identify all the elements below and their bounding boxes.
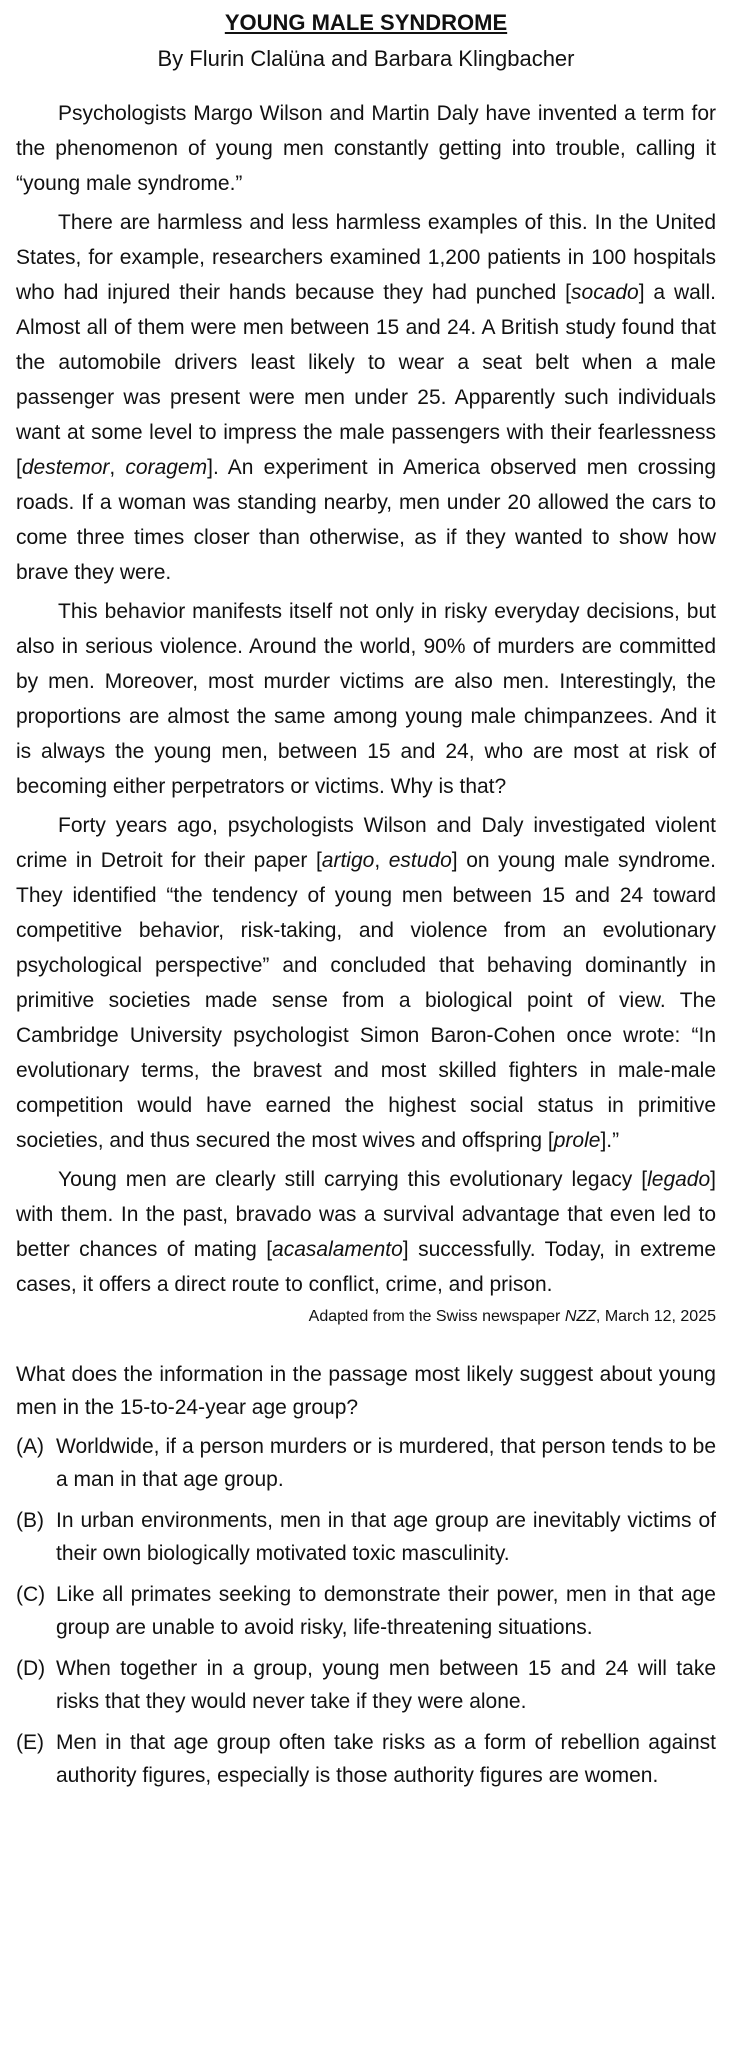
text-run: ]. An experiment in America observed men crossing roads. If a woman was standing nearby, men under 20 allowed the cars to come three times closer than otherwise, as if they wanted to show how brave they were. [16,456,717,584]
text-run: ] on young male syndrome. They identified “the tendency of young men between 15 and 24 toward competitive behavior, risk-taking, and violence from an evolutionary psychological perspective” and concluded that behaving dominantly in primitive societies made sense from a biological point of view. The Cambridge University psychologist Simon Baron-Cohen once wrote: “In evolutionary terms, the bravest and most skilled fighters in male-male competition would have earned the highest social status in primitive societies, and thus secured the most wives and offspring [ [16,849,717,1152]
option-text: Worldwide, if a person murders or is murdered, that person tends to be a man in that age group. [56,1435,716,1491]
option-a[interactable] [16,1430,716,1496]
text-run: Young men are clearly still carrying this evolutionary legacy [ [58,1168,648,1191]
italic-term: acasalamento [272,1238,403,1261]
article-body [16,96,716,1302]
text-run: Forty years ago, psychologists Wilson and Daly investigated violent crime in Detroit for their paper [ [16,814,716,872]
italic-term: artigo [321,849,375,872]
text-run: ] successfully. Today, in extreme cases, it offers a direct route to conflict, crime, and prison. [16,1238,716,1296]
paragraph-2 [16,205,716,590]
source-newspaper: NZZ [564,1308,596,1325]
paragraph-5 [16,1162,716,1302]
option-text: Men in that age group often take risks as a form of rebellion against authority figures, especially is those authority figures are women. [56,1731,716,1787]
option-letter: (A) [16,1435,44,1458]
option-text: In urban environments, men in that age group are inevitably victims of their own biologically motivated toxic masculinity. [56,1509,716,1565]
option-c[interactable] [16,1578,716,1644]
source-date: , March 12, 2025 [595,1308,716,1325]
text-run: , [374,849,389,872]
source-citation [16,1306,716,1328]
article-title: YOUNG MALE SYNDROME [224,10,508,35]
option-d[interactable] [16,1652,716,1718]
text-run: There are harmless and less harmless examples of this. In the United States, for example, researchers examined 1,200 patients in 100 hospitals who had injured their hands because they had punched [ [16,211,716,304]
italic-term: coragem [125,456,208,479]
option-letter: (D) [16,1657,46,1680]
option-e[interactable] [16,1726,716,1792]
text-run: ].” [600,1129,620,1152]
text-run: ] with them. In the past, bravado was a survival advantage that even led to better chances of mating [ [16,1168,716,1261]
italic-term: estudo [388,849,452,872]
italic-term: destemor [21,456,110,479]
text-run: , [109,456,126,479]
italic-term: legado [647,1168,711,1191]
answer-options [16,1430,716,1792]
article-byline: By Flurin Clalüna and Barbara Klingbacher [157,46,575,71]
source-prefix: Adapted from the Swiss newspaper [308,1308,565,1325]
question-prompt: What does the information in the passage most likely suggest about young men in the 15-to-24-year age group? [16,1363,716,1419]
italic-term: socado [571,281,639,304]
option-b[interactable] [16,1504,716,1570]
option-text: Like all primates seeking to demonstrate their power, men in that age group are unable to avoid risky, life-threatening situations. [56,1583,716,1639]
paragraph-4 [16,808,716,1158]
option-letter: (E) [16,1731,44,1754]
text-run: Psychologists Margo Wilson and Martin Daly have invented a term for the phenomenon of young men constantly getting into trouble, calling it “young male syndrome.” [16,102,716,195]
option-text: When together in a group, young men between 15 and 24 will take risks that they would never take if they were alone. [56,1657,716,1713]
paragraph-1 [16,96,716,201]
italic-term: prole [553,1129,601,1152]
paragraph-3 [16,594,716,804]
text-run: This behavior manifests itself not only in risky everyday decisions, but also in serious violence. Around the world, 90% of murders are committed by men. Moreover, most murder victims are also men. Interestingly, the proportions are almost the same among young male chimpanzees. And it is always the young men, between 15 and 24, who are most at risk of becoming either perpetrators or victims. Why is that? [16,600,716,798]
option-letter: (B) [16,1509,44,1532]
option-letter: (C) [16,1583,46,1606]
text-run: ] a wall. Almost all of them were men between 15 and 24. A British study found that the automobile drivers least likely to wear a seat belt when a male passenger was present were men under 25. Apparently such individuals want at some level to impress the male passengers with their fearlessness [ [16,281,716,479]
